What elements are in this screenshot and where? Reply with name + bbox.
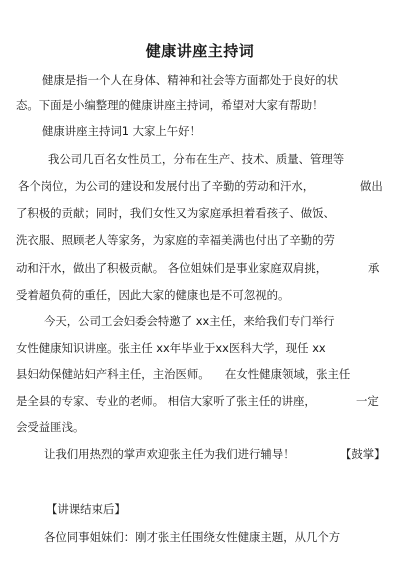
- para2-line-4: 是全县的专家、专业的老师。 相信大家听了张主任的讲座，: [16, 394, 316, 408]
- intro-line-1: 健康是指一个人在身体、精神和社会等方面都处于良好的状: [42, 73, 339, 87]
- para1-line-4: 洗衣服、照顾老人等家务，为家庭的幸福美满也付出了辛勤的劳: [16, 233, 335, 247]
- welcome-line: 让我们用热烈的掌声欢迎张主任为我们进行辅导！: [44, 447, 295, 461]
- para2-line-4-tail: 一定: [356, 394, 379, 408]
- para1-line-1: 我公司几百名女性员工，分布在生产、技术、质量、管理等: [48, 152, 345, 166]
- welcome-applause: 【鼓掌】: [340, 447, 386, 461]
- para2-line-3: 县妇幼保健站妇产科主任，主治医师。: [16, 367, 210, 381]
- para1-line-5-tail: 承: [368, 261, 380, 275]
- para1-line-2: 各个岗位，为公司的建设和发展付出了辛勤的劳动和汗水，: [18, 179, 315, 193]
- para2-line-2: 女性健康知识讲座。张主任 xx年毕业于xx医科大学，现任 xx: [16, 341, 326, 355]
- intro-line-2: 态。下面是小编整理的健康讲座主持词，希望对大家有帮助！: [16, 98, 324, 112]
- document-title: 健康讲座主持词: [145, 42, 255, 60]
- para1-line-6: 受着超负荷的重任，因此大家的健康也是不可忽视的。: [16, 288, 290, 302]
- para1-line-2-tail: 做出: [360, 179, 383, 193]
- after-lecture-note: 【讲课结束后】: [46, 502, 126, 516]
- para2-line-1: 今天，公司工会妇委会特邀了 xx主任，来给我们专门举行: [44, 314, 335, 328]
- section-heading: 健康讲座主持词1 大家上午好！: [42, 124, 201, 138]
- para2-line-3-tail: 在女性健康领域，张主任: [225, 367, 351, 381]
- closing-line: 各位同事姐妹们：刚才张主任围绕女性健康主题，从几个方: [44, 530, 341, 544]
- para1-line-5: 动和汗水，做出了积极贡献。 各位姐妹们是事业家庭双肩挑，: [16, 261, 328, 275]
- para2-line-5: 会受益匪浅。: [16, 420, 85, 434]
- para1-line-3: 了积极的贡献；同时，我们女性又为家庭承担着看孩子、做饭、: [16, 206, 335, 220]
